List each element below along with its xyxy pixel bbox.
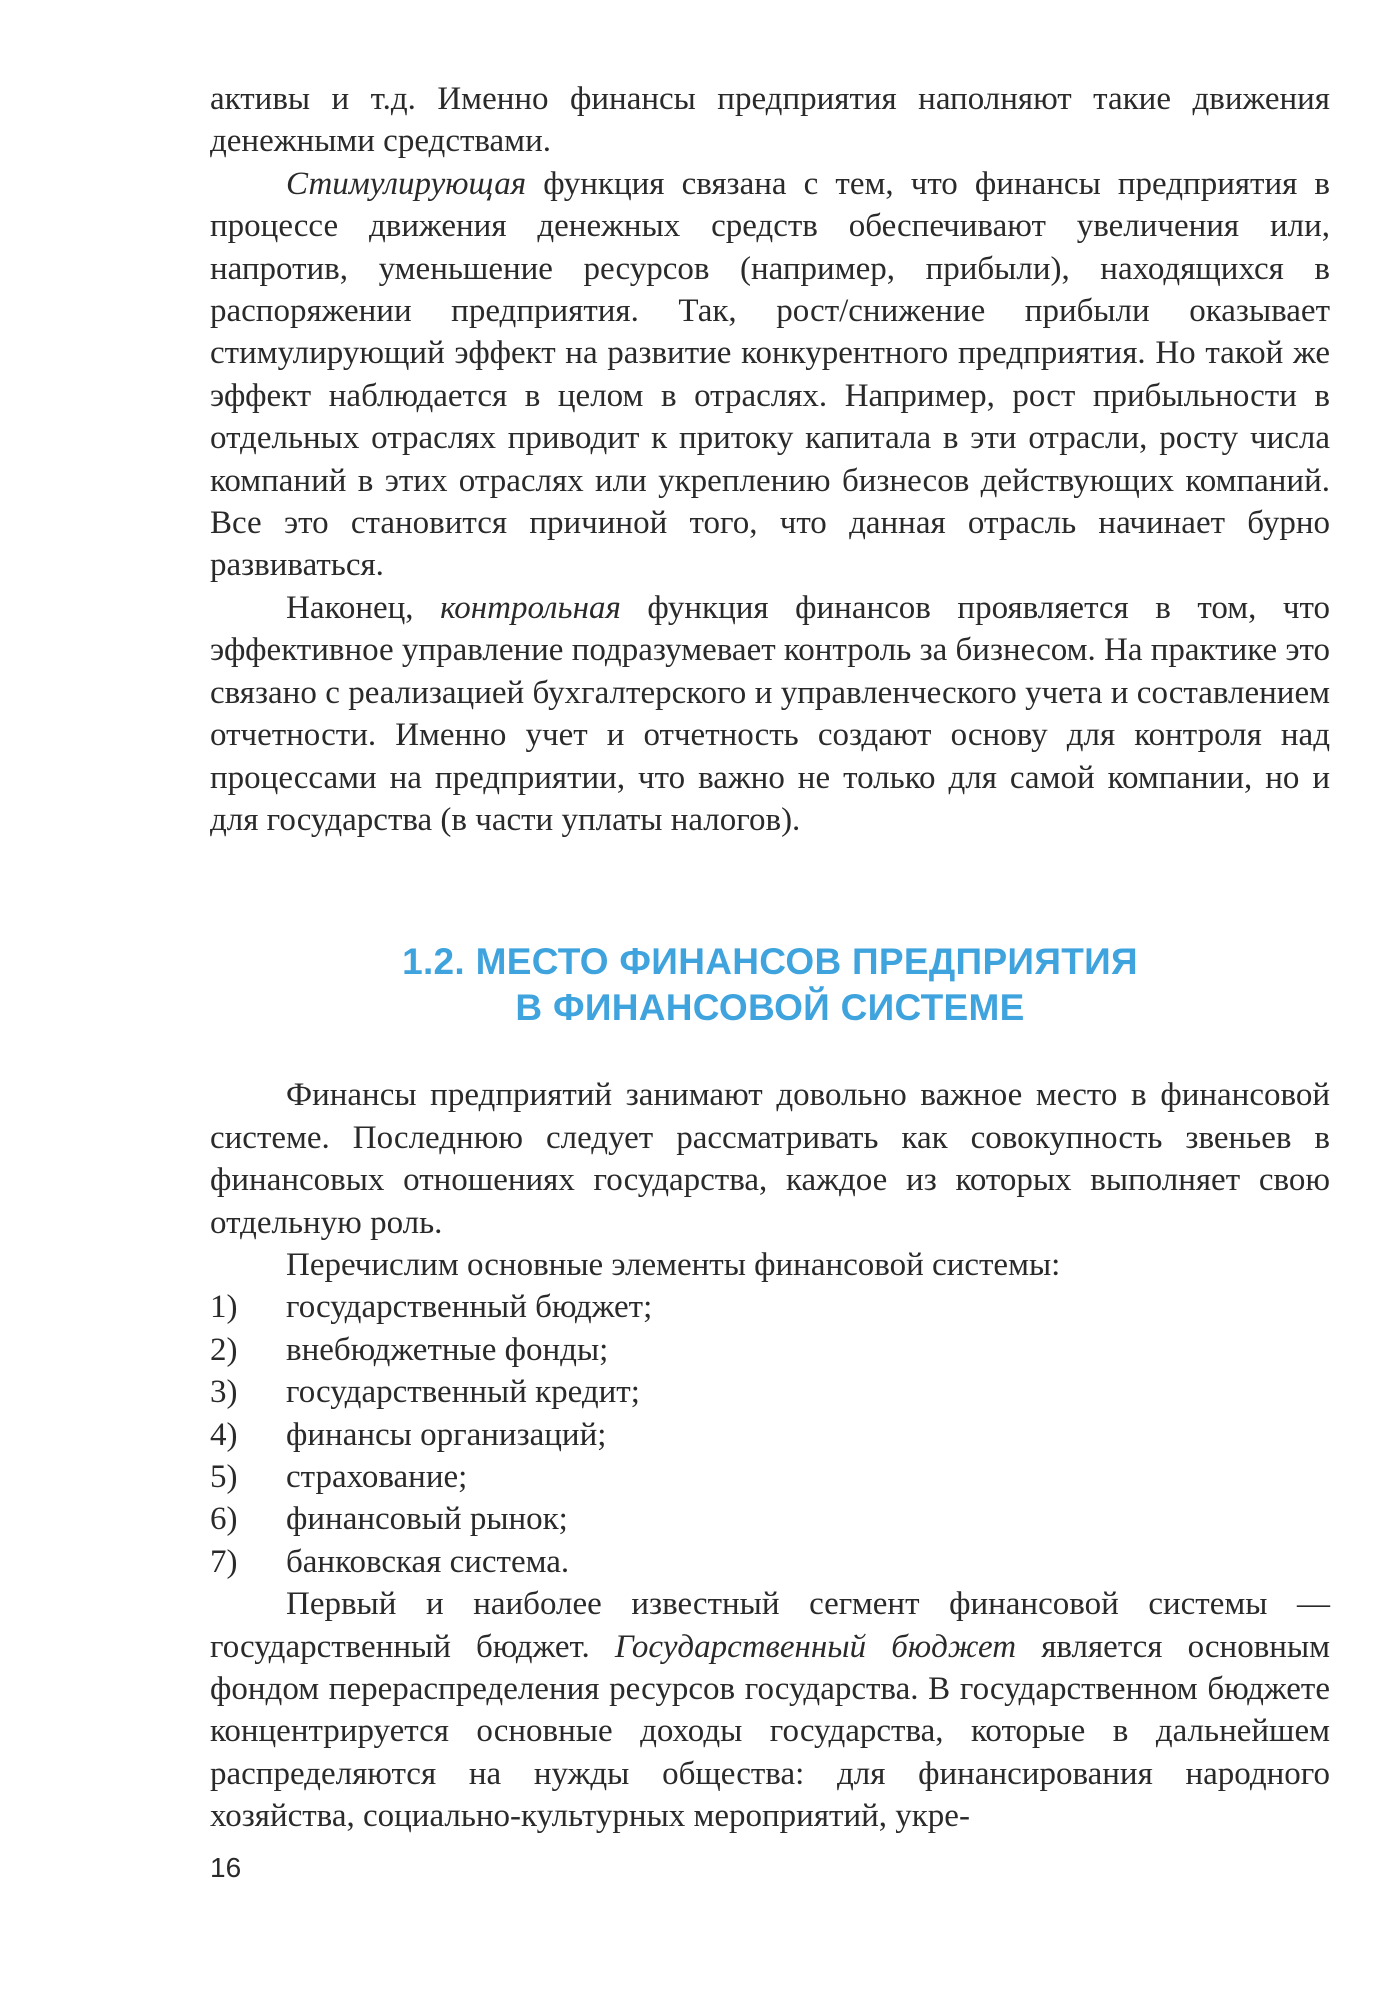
paragraph-text: Наконец, [286, 589, 441, 626]
list-item [210, 1371, 1330, 1413]
paragraph-list-intro [210, 1244, 1330, 1286]
list-item-number: 7) [210, 1543, 238, 1580]
section-heading-line-2: В ФИНАНСОВОЙ СИСТЕМЕ [515, 987, 1025, 1029]
section-heading-line-1: 1.2. МЕСТО ФИНАНСОВ ПРЕДПРИЯТИЯ [402, 941, 1138, 983]
list-item-text: страхование; [286, 1458, 468, 1495]
list-item-number: 3) [210, 1374, 238, 1411]
list-item [210, 1456, 1330, 1498]
list-item [210, 1329, 1330, 1371]
paragraph-text: функция связана с тем, что финансы предприятия в процессе движения денежных средств обеспечивают увеличения или, напротив, уменьшение ресурсов (например, прибыли), находящихся в распоряжении предприятия. Так, рост/снижение прибыли оказывает стимулирующий эффект на развитие конкурентного предприятия. Но такой же эффект наблюдается в целом в отраслях. Например, рост прибыльности в отдельных отраслях приводит к притоку капитала в эти отрасли, росту числа компаний в этих отраслях или укреплению бизнесов действующих компаний. Все это становится причиной того, что данная отрасль начинает бурно развиваться. [210, 165, 1330, 584]
list-item-number: 5) [210, 1458, 238, 1495]
list-item-number: 4) [210, 1416, 238, 1453]
list-item-text: банковская система. [286, 1543, 570, 1580]
paragraph-text: активы и т.д. Именно финансы предприятия наполняют такие движения денежными средствами. [210, 81, 1330, 160]
emphasis-term: Государственный бюджет [614, 1628, 1017, 1665]
paragraph-state-budget [210, 1583, 1330, 1837]
paragraph-text: Первый и наиболее известный сегмент финансовой системы — государственный бюджет. [210, 1586, 1330, 1665]
list-item [210, 1286, 1330, 1328]
emphasis-term: Стимулирующая [286, 165, 527, 202]
section-heading [210, 939, 1330, 1031]
list-item-text: внебюджетные фонды; [286, 1331, 609, 1368]
list-item [210, 1414, 1330, 1456]
list-item-number: 2) [210, 1331, 238, 1368]
financial-system-elements-list [210, 1286, 1330, 1583]
paragraph-text: Финансы предприятий занимают довольно важное место в финансовой системе. Последнюю следует рассматривать как совокупность звеньев в финансовых отношениях государства, каждое из которых выполняет свою отдельную роль. [210, 1077, 1330, 1241]
paragraph-text: Перечислим основные элементы финансовой системы: [286, 1246, 1061, 1283]
list-item [210, 1541, 1330, 1583]
paragraph-text: является основным фондом перераспределения ресурсов государства. В государственном бюджете концентрируется основные доходы государства, которые в дальнейшем распределяются на нужды общества: для финансирования народного хозяйства, социально-культурных мероприятий, укре- [210, 1628, 1331, 1835]
list-item-text: финансовый рынок; [286, 1501, 568, 1538]
paragraph-text: функция финансов проявляется в том, что эффективное управление подразумевает контроль за бизнесом. На практике это связано с реализацией бухгалтерского и управленческого учета и составлением отчетности. Именно учет и отчетность создают основу для контроля над процессами на предприятии, что важно не только для самой компании, но и для государства (в части уплаты налогов). [210, 589, 1330, 838]
paragraph-stimulating-function [210, 163, 1330, 587]
page-number: 16 [210, 1852, 242, 1883]
paragraph-control-function [210, 587, 1330, 841]
paragraph-intro-continuation [210, 78, 1330, 163]
page-content [210, 78, 1330, 1838]
emphasis-term: контрольная [440, 589, 621, 626]
list-item-text: государственный кредит; [286, 1374, 640, 1411]
list-item-text: финансы организаций; [286, 1416, 607, 1453]
list-item-number: 1) [210, 1289, 238, 1326]
list-item [210, 1498, 1330, 1540]
list-item-number: 6) [210, 1501, 238, 1538]
list-item-text: государственный бюджет; [286, 1289, 653, 1326]
paragraph-financial-system [210, 1074, 1330, 1244]
